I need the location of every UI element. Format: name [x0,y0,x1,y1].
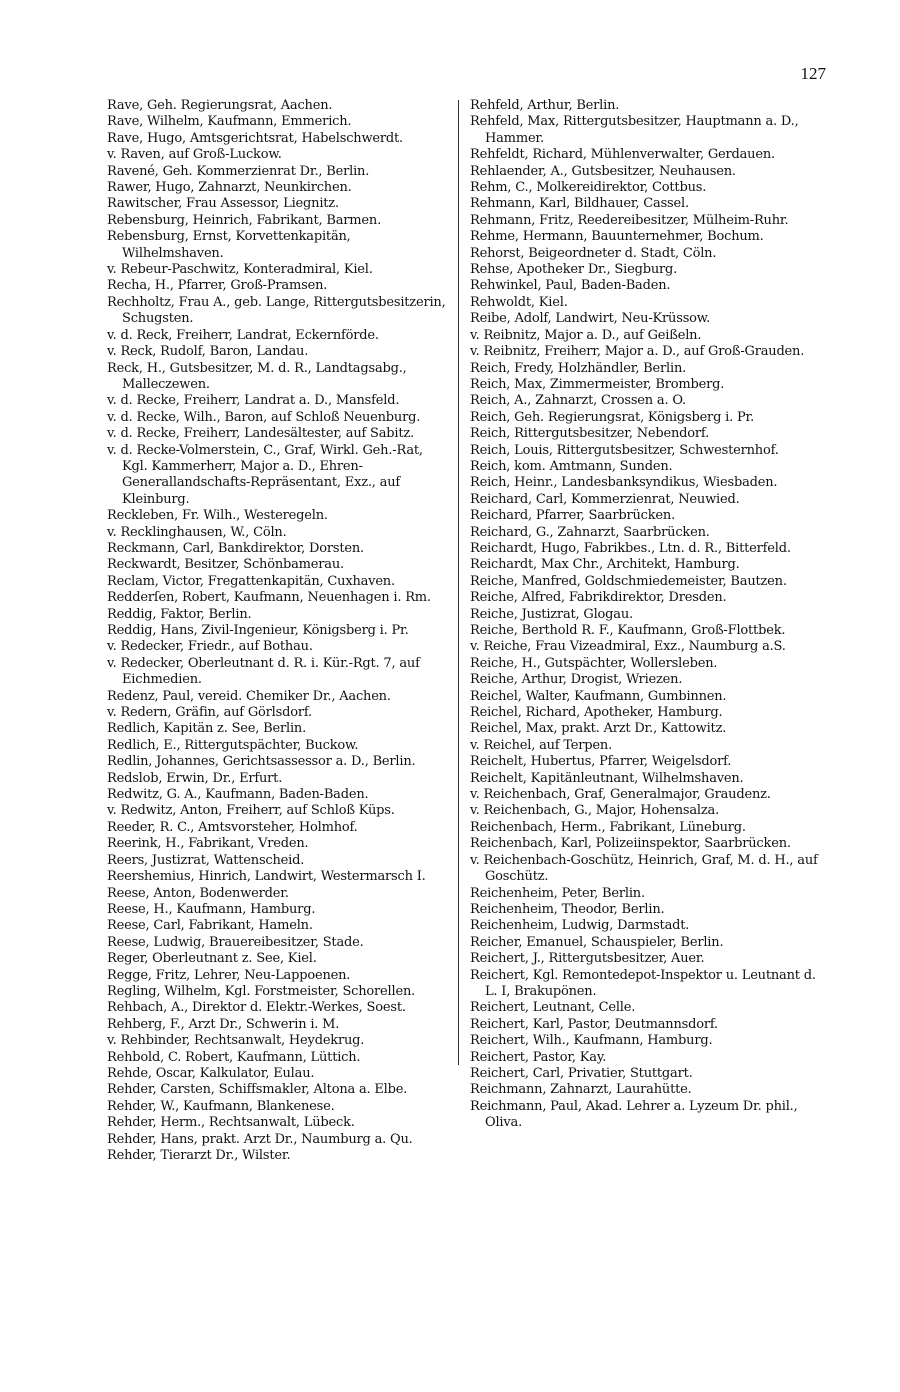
directory-entry: Reichard, Carl, Kommerzienrat, Neuwied. [470,491,740,507]
directory-entry: Reichardt, Hugo, Fabrikbes., Ltn. d. R., Bitterfeld. [470,540,791,556]
directory-entry: Recha, H., Pfarrer, Groß-Pramsen. [107,278,328,294]
directory-entry: Reichenbach, Karl, Polizeiinspektor, Saarbrücken. [470,836,791,852]
directory-entry: v. Reibnitz, Freiherr, Major a. D., auf Groß-Grauden. [470,344,805,360]
directory-entry: Ravené, Geh. Kommerzienrat Dr., Berlin. [107,163,370,179]
directory-entry: Reichert, Leutnant, Celle. [470,1000,636,1016]
directory-entry: v. Rebeur-Paschwitz, Konteradmiral, Kiel. [107,262,373,278]
directory-entry: Reichert, Kgl. Remontedepot-Inspektor u. Leutnant d. L. I, Brakupönen. [470,967,816,999]
directory-entry: Reichelt, Kapitänleutnant, Wilhelmshaven. [470,770,744,786]
directory-entry: v. Reiche, Frau Vizeadmiral, Exz., Naumburg a.S. [470,639,786,655]
directory-entry: Reeder, R. C., Amtsvorsteher, Holmhof. [107,819,358,835]
directory-entry: Rave, Wilhelm, Kaufmann, Emmerich. [107,114,352,130]
directory-entry: Reich, Rittergutsbesitzer, Nebendorf. [470,426,710,442]
directory-entry: Reers, Justizrat, Wattenscheid. [107,852,305,868]
directory-entry: Reichenheim, Ludwig, Darmstadt. [470,918,690,934]
directory-entry: v. Redecker, Oberleutnant d. R. i. Kür.-Rgt. 7, auf Eichmedien. [107,655,420,688]
directory-entry: Reichel, Max, prakt. Arzt Dr., Kattowitz. [470,721,727,737]
directory-entry: Reichenbach, Herm., Fabrikant, Lüneburg. [470,819,746,835]
directory-entry: Reichert, Carl, Privatier, Stuttgart. [470,1065,693,1081]
directory-entry: Reckwardt, Besitzer, Schönbamerau. [107,557,344,573]
directory-entry: Redlin, Johannes, Gerichtsassessor a. D., Berlin. [107,754,416,770]
directory-entry: Reiche, Manfred, Goldschmiedemeister, Bautzen. [470,573,787,589]
directory-entry: Reiche, Arthur, Drogist, Wriezen. [470,672,683,688]
directory-entry: Redderſen, Robert, Kaufmann, Neuenhagen i. Rm. [107,590,431,606]
directory-entry: Rehde, Oscar, Kalkulator, Eulau. [107,1065,315,1081]
directory-entry: Reichert, Karl, Pastor, Deutmannsdorf. [470,1016,718,1032]
directory-entry: v. Rehbinder, Rechtsanwalt, Heydekrug. [107,1033,365,1049]
directory-entry: Reddig, Faktor, Berlin. [107,606,252,622]
directory-entry: Reich, Louis, Rittergutsbesitzer, Schwesternhof. [470,442,779,458]
directory-entry: Reerink, H., Fabrikant, Vreden. [107,836,309,852]
directory-entry: Reckmann, Carl, Bankdirektor, Dorsten. [107,540,364,556]
directory-entry: v. Redern, Gräfin, auf Görlsdorf. [107,705,312,721]
directory-entry: Redenz, Paul, vereid. Chemiker Dr., Aachen. [107,688,391,704]
directory-entry: v. d. Reck, Freiherr, Landrat, Eckernförde. [107,327,379,343]
directory-entry: Rehmann, Fritz, Reedereibesitzer, Mülheim-Ruhr. [470,212,789,228]
directory-entry: Rehbach, A., Direktor d. Elektr.-Werkes, Soest. [107,1000,406,1016]
directory-entry: Rehorst, Beigeordneter d. Stadt, Cöln. [470,245,717,261]
directory-entry: v. d. Recke, Freiherr, Landrat a. D., Mansfeld. [107,393,400,409]
directory-entry: Rehlaender, A., Gutsbesitzer, Neuhausen. [470,163,736,179]
directory-entry: Reese, Carl, Fabrikant, Hameln. [107,918,313,934]
directory-entry: Reicher, Emanuel, Schauspieler, Berlin. [470,934,724,950]
directory-entry: Redlich, E., Rittergutspächter, Buckow. [107,737,359,753]
directory-entry: Rehfeld, Max, Rittergutsbesitzer, Hauptmann a. D., Hammer. [470,114,799,146]
directory-entry: Reich, Geh. Regierungsrat, Königsberg i. Pr. [470,409,755,425]
directory-entry: v. Recklinghausen, W., Cöln. [107,524,287,540]
directory-entry: Reclam, Victor, Fregattenkapitän, Cuxhaven. [107,573,395,589]
directory-entry: Rehfeldt, Richard, Mühlenverwalter, Gerdauen. [470,147,775,163]
directory-entry: v. Redwitz, Anton, Freiherr, auf Schloß Küps. [107,803,395,819]
directory-entry: Reck, H., Gutsbesitzer, M. d. R., Landtagsabg., Malleczewen. [107,360,407,392]
left-column [107,98,447,1164]
directory-entry: Reichel, Walter, Kaufmann, Gumbinnen. [470,688,727,704]
directory-entry: Reibe, Adolf, Landwirt, Neu-Krüssow. [470,311,711,327]
directory-entry: Reichmann, Paul, Akad. Lehrer a. Lyzeum Dr. phil., Oliva. [470,1098,798,1131]
directory-entry: Reddig, Hans, Zivil-Ingenieur, Königsberg i. Pr. [107,623,409,638]
directory-entry: Reich, kom. Amtmann, Sunden. [470,458,673,474]
directory-entry: Regge, Fritz, Lehrer, Neu-Lappoenen. [107,967,351,983]
directory-entry: Rave, Geh. Regierungsrat, Aachen. [107,98,333,113]
directory-entry: v. Reichenbach, G., Major, Hohensalza. [470,803,720,819]
directory-entry: Reich, Fredy, Holzhändler, Berlin. [470,360,687,376]
directory-entry: Reckleben, Fr. Wilh., Westeregeln. [107,508,328,524]
directory-entry: Reichardt, Max Chr., Architekt, Hamburg. [470,557,740,573]
directory-entry: Rehbold, C. Robert, Kaufmann, Lüttich. [107,1049,361,1065]
directory-entry: Rehder, W., Kaufmann, Blankenese. [107,1098,335,1114]
directory-entry: Rehberg, F., Arzt Dr., Schwerin i. M. [107,1016,340,1032]
directory-entry: Rehder, Hans, prakt. Arzt Dr., Naumburg a. Qu. [107,1131,413,1147]
directory-entry: Reichert, Pastor, Kay. [470,1049,607,1065]
directory-entry: Redwitz, G. A., Kaufmann, Baden-Baden. [107,787,369,803]
directory-entry: Rehder, Carsten, Schiffsmakler, Altona a. Elbe. [107,1082,408,1098]
directory-entry: Rehfeld, Arthur, Berlin. [470,98,620,113]
page-number: 127 [800,64,826,83]
directory-entry: Rehme, Hermann, Bauunternehmer, Bochum. [470,229,764,245]
directory-entry: Reiche, Berthold R. F., Kaufmann, Groß-Flottbek. [470,623,786,638]
directory-entry: Rehse, Apotheker Dr., Siegburg. [470,262,678,278]
directory-entry: Reich, Heinr., Landesbanksyndikus, Wiesbaden. [470,475,778,491]
directory-entry: Reich, A., Zahnarzt, Crossen a. O. [470,393,686,409]
directory-entry: v. Redecker, Friedr., auf Bothau. [107,639,313,655]
directory-entry: v. Raven, auf Groß-Luckow. [107,147,282,163]
column-divider [458,100,459,1065]
directory-entry: Reese, Anton, Bodenwerder. [107,885,289,901]
directory-entry: Regling, Wilhelm, Kgl. Forstmeister, Schorellen. [107,983,416,999]
directory-entry: v. Reichenbach-Goschütz, Heinrich, Graf, M. d. H., auf Goschütz. [470,852,818,885]
directory-entry: Reger, Oberleutnant z. See, Kiel. [107,951,317,967]
directory-entry: Redslob, Erwin, Dr., Erfurt. [107,770,283,786]
directory-entry: v. d. Recke-Volmerstein, C., Graf, Wirkl. Geh.-Rat, Kgl. Kammerherr, Major a. D., Ehren-Generallandschafts-Repräsentant, Exz., auf Kleinburg. [107,442,423,507]
directory-entry: Rawer, Hugo, Zahnarzt, Neunkirchen. [107,180,352,196]
directory-entry: v. d. Recke, Freiherr, Landesältester, auf Sabitz. [107,426,414,442]
directory-entry: Reichert, Wilh., Kaufmann, Hamburg. [470,1033,713,1049]
directory-entry: Reershemius, Hinrich, Landwirt, Westermarsch I. [107,869,426,885]
right-column [470,98,820,1132]
directory-entry: Reiche, H., Gutspächter, Wollersleben. [470,655,718,671]
directory-entry: Reiche, Justizrat, Glogau. [470,606,633,622]
directory-entry: Redlich, Kapitän z. See, Berlin. [107,721,307,737]
directory-entry: Rebensburg, Ernst, Korvettenkapitän, Wilhelmshaven. [107,229,351,261]
directory-entry: Rawitscher, Frau Assessor, Liegnitz. [107,196,339,212]
directory-entry: Reich, Max, Zimmermeister, Bromberg. [470,376,725,392]
directory-entry: v. Reck, Rudolf, Baron, Landau. [107,344,309,360]
directory-entry: Reichard, G., Zahnarzt, Saarbrücken. [470,524,710,540]
directory-entry: Rave, Hugo, Amtsgerichtsrat, Habelschwerdt. [107,130,403,146]
directory-entry: v. d. Recke, Wilh., Baron, auf Schloß Neuenburg. [107,409,421,425]
directory-entry: Reichelt, Hubertus, Pfarrer, Weigelsdorf. [470,754,732,770]
directory-entry: Reiche, Alfred, Fabrikdirektor, Dresden. [470,590,727,606]
directory-entry: Reese, Ludwig, Brauereibesitzer, Stade. [107,934,364,950]
directory-entry: Rebensburg, Heinrich, Fabrikant, Barmen. [107,212,382,228]
directory-entry: Rechholtz, Frau A., geb. Lange, Rittergutsbesitzerin, Schugsten. [107,294,446,327]
directory-entry: Reichert, J., Rittergutsbesitzer, Auer. [470,951,705,967]
directory-entry: v. Reichenbach, Graf, Generalmajor, Graudenz. [470,787,771,803]
directory-entry: Reichel, Richard, Apotheker, Hamburg. [470,705,723,721]
directory-entry: Rehder, Tierarzt Dr., Wilster. [107,1148,291,1163]
directory-entry: Rehwoldt, Kiel. [470,294,568,310]
directory-entry: Reichmann, Zahnarzt, Laurahütte. [470,1082,692,1098]
directory-entry: v. Reibnitz, Major a. D., auf Geißeln. [470,327,702,343]
directory-entry: Rehm, C., Molkereidirektor, Cottbus. [470,180,707,196]
directory-entry: v. Reichel, auf Terpen. [470,737,613,753]
directory-entry: Reichenheim, Peter, Berlin. [470,885,645,901]
directory-entry: Rehwinkel, Paul, Baden-Baden. [470,278,671,294]
directory-entry: Rehmann, Karl, Bildhauer, Cassel. [470,196,689,212]
directory-entry: Reese, H., Kaufmann, Hamburg. [107,901,316,917]
directory-entry: Rehder, Herm., Rechtsanwalt, Lübeck. [107,1115,355,1131]
directory-entry: Reichenheim, Theodor, Berlin. [470,901,665,917]
directory-entry: Reichard, Pfarrer, Saarbrücken. [470,508,676,524]
